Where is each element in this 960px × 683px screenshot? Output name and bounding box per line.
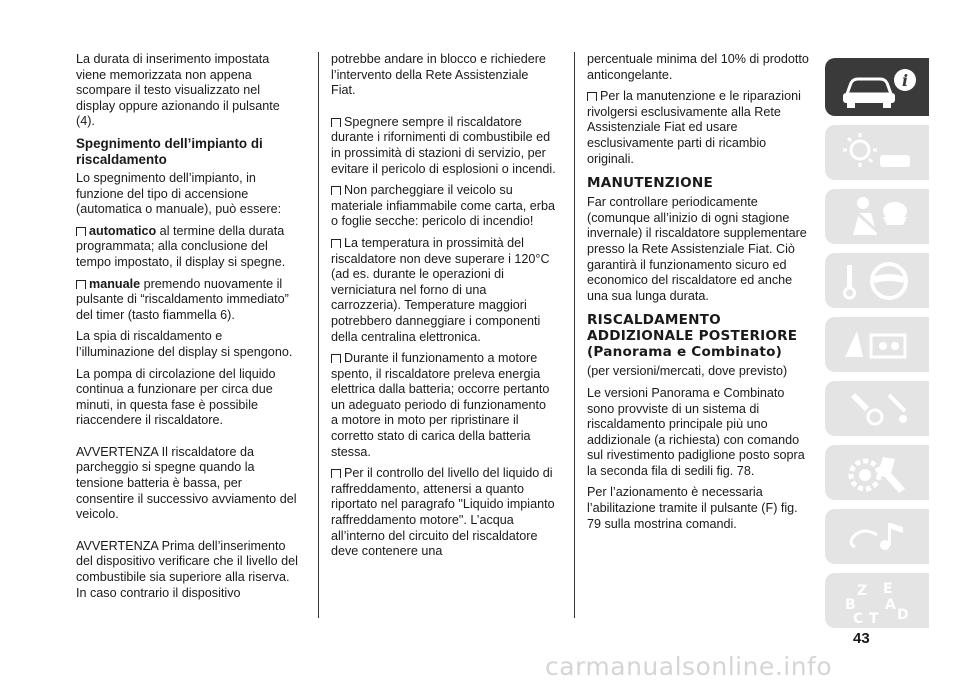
index-letter: Z bbox=[857, 583, 868, 599]
chapter-tabs bbox=[825, 58, 929, 637]
paragraph: percentuale minima del 10% di prodotto anticongelante. bbox=[587, 52, 809, 82]
paragraph: La pompa di circolazione del liquido continua a funzionare per circa due minuti, in questa fase è possibile riaccendere il riscaldatore. bbox=[76, 366, 276, 428]
bullet-icon bbox=[331, 469, 341, 478]
tab-safety[interactable] bbox=[825, 189, 929, 244]
car-info-icon bbox=[825, 58, 929, 116]
bullet-item bbox=[331, 183, 556, 230]
bullet-text: Per il controllo del livello del liquido di raffreddamento, attenersi a quanto riportato nel paragrafo "Liquido impianto raffreddamento motore". L’acqua all’interno del circuito del riscaldatore deve contenere una bbox=[331, 466, 555, 559]
bullet-icon bbox=[76, 280, 86, 289]
bullet-text: Non parcheggiare il veicolo su materiale infiammabile come carta, erba o foglie secche: pericolo di incendio! bbox=[331, 183, 555, 229]
watermark: carmanualsonline.info bbox=[545, 652, 833, 681]
warning-paragraph: AVVERTENZA Il riscaldatore da parcheggio si spegne quando la tensione batteria è bassa, per consentire il successivo avviamento del veicolo. bbox=[76, 444, 297, 522]
section-heading: Spegnimento dell’impianto di riscaldamento bbox=[76, 135, 263, 167]
warning-paragraph: AVVERTENZA Prima dell’inserimento del dispositivo verificare che il livello del combustibile sia superiore alla riserva. In caso contrario il dispositivo bbox=[76, 538, 298, 600]
section-heading: RISCALDAMENTO ADDIZIONALE POSTERIORE (Panorama e Combinato) bbox=[587, 312, 798, 361]
paragraph: La spia di riscaldamento e l’illuminazione del display si spengono. bbox=[76, 329, 293, 359]
paragraph: Far controllare periodicamente (comunque all’inizio di ogni stagione invernale) il riscaldatore supplementare presso la Rete Assistenziale Fiat. Ciò garantirà il funzionamento sicuro ed economico del riscaldatore ed anche una sua lunga durata. bbox=[587, 195, 807, 303]
bullet-text: premendo nuovamente il pulsante di “riscaldamento immediato” del timer (tasto fiammella 6). bbox=[76, 276, 289, 322]
paragraph: Lo spegnimento dell’impianto, in funzione del tipo di accensione (automatica o manuale), può essere: bbox=[76, 170, 282, 217]
index-letter: A bbox=[885, 597, 896, 613]
bullet-item bbox=[331, 115, 556, 177]
bullet-keyword: automatico bbox=[89, 223, 157, 238]
bullet-text: Durante il funzionamento a motore spento, il riscaldatore preleva energia elettrica dalla batteria; occorre pertanto un adeguato periodo di funzionamento a motore in moto per ripristinare il corretto stato di carica della batteria stessa. bbox=[331, 351, 550, 459]
column-divider bbox=[574, 52, 575, 618]
seatbelt-airbag-icon bbox=[825, 189, 929, 244]
bullet-text: al termine della durata programmata; alla conclusione del tempo impostato, il display si spegne. bbox=[76, 223, 286, 269]
tab-driving[interactable] bbox=[825, 253, 929, 308]
tab-emergency[interactable] bbox=[825, 381, 929, 436]
bullet-icon bbox=[76, 227, 86, 236]
tab-maintenance[interactable] bbox=[825, 445, 929, 500]
tab-car-info[interactable] bbox=[825, 58, 929, 116]
paragraph: Le versioni Panorama e Combinato sono provviste di un sistema di riscaldamento principale più uno addizionale (a richiesta) con comando sul rivestimento padiglione posto sopra la seconda fila di sedili fig. 78. bbox=[587, 385, 805, 478]
steering-wheel-icon bbox=[825, 253, 929, 308]
bullet-text: La temperatura in prossimità del riscaldatore non deve superare i 120°C (ad es. durante le operazioni di verniciatura nel forno di una carrozzeria). Temperature maggiori potrebbero danneggiare i componenti della centralina elettronica. bbox=[331, 235, 550, 344]
paragraph: potrebbe andare in blocco e richiedere l’intervento della Rete Assistenziale Fiat. bbox=[331, 52, 546, 98]
warning-lights-icon bbox=[825, 317, 929, 372]
column-2 bbox=[331, 52, 556, 566]
bullet-item bbox=[331, 466, 556, 560]
column-1 bbox=[76, 52, 301, 607]
bullet-item bbox=[76, 224, 301, 271]
section-heading: MANUTENZIONE bbox=[587, 175, 713, 192]
bullet-icon bbox=[331, 239, 341, 248]
emergency-tools-icon bbox=[825, 381, 929, 436]
tab-multimedia[interactable] bbox=[825, 509, 929, 564]
tab-warnings[interactable] bbox=[825, 317, 929, 372]
bullet-icon bbox=[331, 118, 341, 127]
paragraph: (per versioni/mercati, dove previsto) bbox=[587, 364, 788, 379]
music-note-icon bbox=[825, 509, 929, 564]
wrench-gear-icon bbox=[825, 445, 929, 500]
bullet-text: Per la manutenzione e le riparazioni rivolgersi esclusivamente alla Rete Assistenziale Fiat ed usare esclusivamente parti di ricambio originali. bbox=[587, 89, 801, 166]
bullet-icon bbox=[587, 92, 597, 101]
index-letter: C bbox=[853, 611, 864, 627]
svg-text:i: i bbox=[901, 71, 909, 90]
column-3 bbox=[587, 52, 812, 538]
index-letter: T bbox=[869, 611, 879, 627]
tab-index[interactable] bbox=[825, 573, 929, 628]
index-letter: D bbox=[897, 607, 909, 623]
column-divider bbox=[318, 52, 319, 618]
paragraph: Per l’azionamento è necessaria l’abilitazione tramite il pulsante (F) fig. 79 sulla mostrina comandi. bbox=[587, 485, 798, 531]
alphabet-index-icon bbox=[825, 573, 929, 628]
bullet-icon bbox=[331, 186, 341, 195]
bullet-item bbox=[76, 277, 301, 324]
bullet-item bbox=[331, 236, 556, 345]
paragraph: La durata di inserimento impostata viene memorizzata non appena scompare il testo visualizzato nel display oppure azionando il pulsante (4). bbox=[76, 52, 280, 129]
bullet-item bbox=[331, 351, 556, 460]
index-letter: B bbox=[845, 597, 856, 613]
page-number: 43 bbox=[853, 630, 870, 647]
bullet-text: Spegnere sempre il riscaldatore durante i rifornimenti di combustibile ed in prossimità di stazioni di servizio, per evitare il pericolo di esplosioni o incendi. bbox=[331, 114, 556, 176]
bullet-item bbox=[587, 89, 812, 167]
tab-lights[interactable] bbox=[825, 125, 929, 180]
index-letter: E bbox=[883, 581, 893, 597]
bullet-keyword: manuale bbox=[89, 276, 141, 291]
sun-lights-icon bbox=[825, 125, 929, 180]
bullet-icon bbox=[331, 354, 341, 363]
